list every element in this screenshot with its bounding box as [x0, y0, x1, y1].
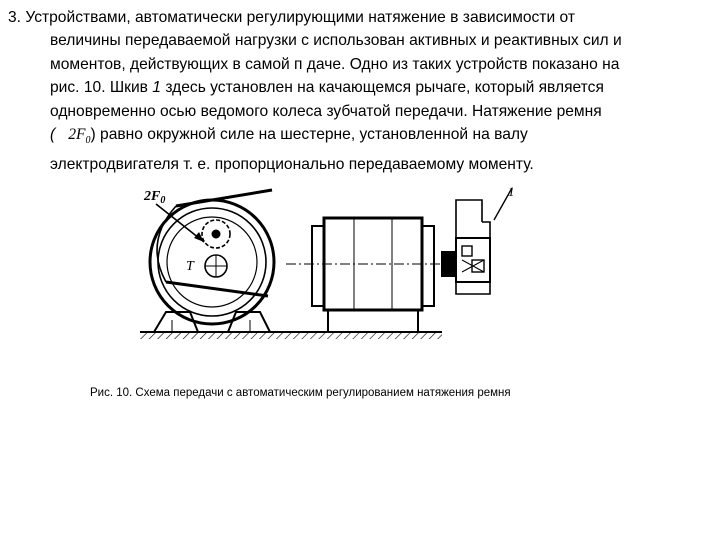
label-force-main: 2F [144, 189, 161, 204]
text-line-7: электродвигателя т. е. пропорционально передаваемому моменту. [50, 155, 534, 173]
pulley-1 [202, 220, 230, 248]
label-force-sub: 0 [160, 195, 166, 206]
text-line-5: одновременно осью ведомого колеса зубчатой передачи. Натяжение ремня [50, 102, 602, 120]
label-pulley-number: 1 [508, 184, 515, 199]
body-paragraph [8, 6, 714, 176]
formula-subscript: 0 [85, 135, 91, 147]
text-line-4-end: здесь установлен на качающемся рычаге, который является [160, 79, 604, 97]
belt-drive-figure [136, 182, 536, 352]
driven-drum [312, 218, 434, 332]
text-line-3: моментов, действующих в самой п даче. Одно из таких устройств показано на [50, 55, 620, 73]
ground [140, 332, 442, 339]
text-line-2: величины передаваемой нагрузки с использован активных и реактивных сил и [50, 32, 622, 50]
label-torque: T [186, 259, 194, 274]
text-line-6 [8, 123, 714, 153]
formula-main: 2F [68, 126, 86, 144]
belt [157, 190, 272, 296]
coupling-assembly [442, 200, 490, 294]
text-line-4 [8, 76, 714, 99]
label-force [143, 189, 165, 206]
formula-2f0 [68, 126, 91, 147]
text-line-6-end: ) равно окружной силе на шестерне, установленной на валу [90, 126, 528, 144]
figure-caption: Рис. 10. Схема передачи с автоматическим регулированием натяжения ремня [90, 387, 511, 399]
pinion-gear [205, 255, 227, 277]
pulley-number-ref: 1 [152, 79, 161, 97]
formula-open-paren: ( [50, 126, 56, 144]
leader-1 [494, 184, 515, 220]
text-line-1: 3. Устройствами, автоматически регулирующими натяжение в зависимости от [8, 9, 575, 26]
text-line-4-start: рис. 10. Шкив [50, 79, 153, 97]
